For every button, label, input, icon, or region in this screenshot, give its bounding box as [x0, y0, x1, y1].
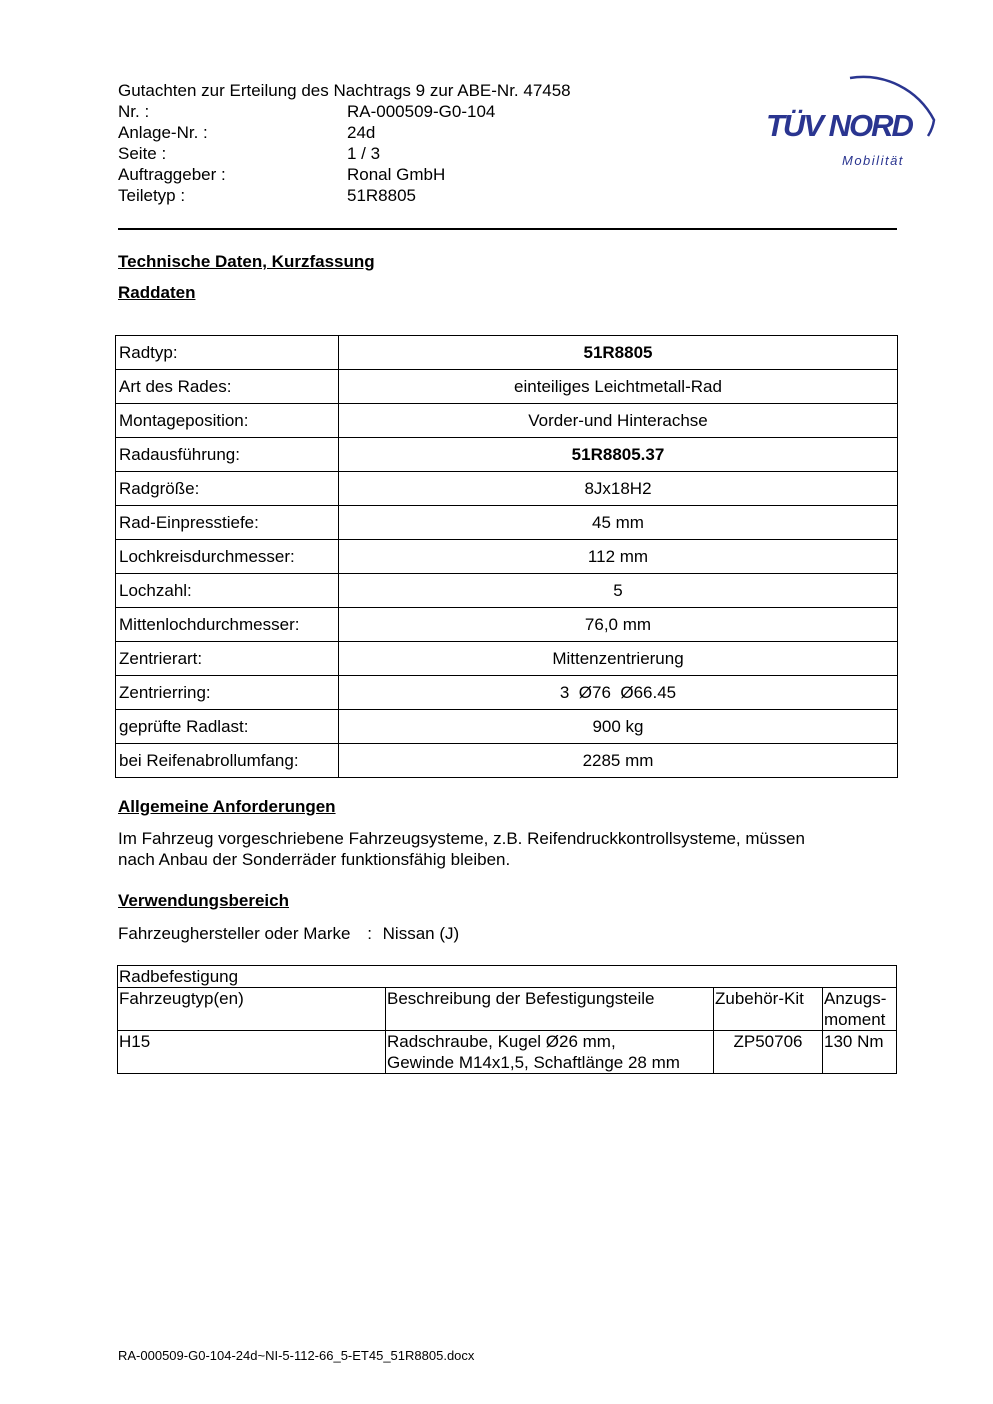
row-value: 45 mm — [339, 506, 898, 540]
table-row — [116, 676, 898, 710]
row-label: geprüfte Radlast: — [116, 710, 339, 744]
row-label: Lochzahl: — [116, 574, 339, 608]
row-value: 112 mm — [339, 540, 898, 574]
header-value: Ronal GmbH — [347, 165, 446, 184]
row-value: einteiliges Leichtmetall-Rad — [339, 370, 898, 404]
column-header-kit: Zubehör-Kit — [714, 988, 823, 1031]
row-label: Zentrierring: — [116, 676, 339, 710]
header-line: moment — [824, 1010, 886, 1029]
header-row-teiletyp — [118, 185, 678, 206]
table-row — [116, 438, 898, 472]
row-value: 3 Ø76 Ø66.45 — [339, 676, 898, 710]
cell-line: Gewinde M14x1,5, Schaftlänge 28 mm — [387, 1053, 680, 1072]
table-row — [116, 710, 898, 744]
table-row — [116, 404, 898, 438]
row-label: Radtyp: — [116, 336, 339, 370]
section-heading-technische: Technische Daten, Kurzfassung — [118, 252, 375, 271]
cell-beschreibung — [386, 1031, 714, 1074]
table-row — [118, 966, 897, 988]
tuv-nord-logo — [762, 58, 942, 173]
table-header-row — [118, 988, 897, 1031]
column-header-beschreibung: Beschreibung der Befestigungsteile — [386, 988, 714, 1031]
section-heading-raddaten: Raddaten — [118, 283, 196, 302]
row-label: Zentrierart: — [116, 642, 339, 676]
table-row — [116, 472, 898, 506]
header-divider — [118, 228, 897, 230]
header-row-auftraggeber — [118, 164, 678, 185]
document-title: Gutachten zur Erteilung des Nachtrags 9 zur ABE-Nr. 47458 — [118, 81, 571, 100]
row-value: 2285 mm — [339, 744, 898, 778]
header-value: RA-000509-G0-104 — [347, 102, 496, 121]
row-label: Montageposition: — [116, 404, 339, 438]
verwendung-label: Fahrzeughersteller oder Marke — [118, 924, 351, 943]
header-line: Anzugs- — [824, 989, 887, 1008]
row-value: 51R8805 — [339, 336, 898, 370]
footer-filename: RA-000509-G0-104-24d~NI-5-112-66_5-ET45_51R8805.docx — [118, 1348, 475, 1363]
table-row — [116, 370, 898, 404]
header-label: Anlage-Nr. : — [118, 123, 208, 142]
row-value: 8Jx18H2 — [339, 472, 898, 506]
verwendung-separator: : — [367, 924, 372, 943]
header-label: Seite : — [118, 144, 167, 163]
cell-typ: H15 — [118, 1031, 386, 1074]
row-value: 900 kg — [339, 710, 898, 744]
column-header-typ: Fahrzeugtyp(en) — [118, 988, 386, 1031]
row-value: 5 — [339, 574, 898, 608]
paragraph-line: Im Fahrzeug vorgeschriebene Fahrzeugsysteme, z.B. Reifendruckkontrollsysteme, müssen — [118, 829, 805, 848]
section-heading-verwendung: Verwendungsbereich — [118, 891, 289, 910]
cell-kit: ZP50706 — [714, 1031, 823, 1074]
document-header — [118, 80, 678, 206]
row-value: Mittenzentrierung — [339, 642, 898, 676]
row-label: Art des Rades: — [116, 370, 339, 404]
header-row-anlage — [118, 122, 678, 143]
raddaten-table — [115, 335, 898, 778]
table-row — [116, 744, 898, 778]
logo-brand: TÜV NORD — [766, 108, 912, 143]
verwendung-line — [118, 923, 878, 944]
header-label: Nr. : — [118, 102, 150, 121]
column-header-moment — [823, 988, 897, 1031]
row-label: Rad-Einpresstiefe: — [116, 506, 339, 540]
header-value: 51R8805 — [347, 186, 417, 205]
paragraph-line: nach Anbau der Sonderräder funktionsfähig bleiben. — [118, 850, 511, 869]
row-label: Lochkreisdurchmesser: — [116, 540, 339, 574]
row-label: Mittenlochdurchmesser: — [116, 608, 339, 642]
table-row — [116, 642, 898, 676]
row-value: 76,0 mm — [339, 608, 898, 642]
table-row — [116, 540, 898, 574]
row-label: Radgröße: — [116, 472, 339, 506]
verwendung-value: Nissan (J) — [382, 924, 460, 943]
header-value: 1 / 3 — [347, 144, 381, 163]
allgemein-paragraph — [118, 828, 878, 870]
table-row — [116, 574, 898, 608]
table-row — [116, 506, 898, 540]
row-label: Radausführung: — [116, 438, 339, 472]
row-value: 51R8805.37 — [339, 438, 898, 472]
cell-moment: 130 Nm — [823, 1031, 897, 1074]
row-value: Vorder-und Hinterachse — [339, 404, 898, 438]
header-value: 24d — [347, 123, 376, 142]
header-row-nr — [118, 101, 678, 122]
table-row — [116, 336, 898, 370]
befestigung-title: Radbefestigung — [118, 966, 897, 988]
header-label: Teiletyp : — [118, 186, 186, 205]
row-label: bei Reifenabrollumfang: — [116, 744, 339, 778]
table-row — [116, 608, 898, 642]
befestigung-table — [117, 965, 897, 1074]
table-row — [118, 1031, 897, 1074]
cell-line: Radschraube, Kugel Ø26 mm, — [387, 1032, 616, 1051]
header-label: Auftraggeber : — [118, 165, 226, 184]
header-row-seite — [118, 143, 678, 164]
section-heading-allgemein: Allgemeine Anforderungen — [118, 797, 336, 816]
logo-subtitle: Mobilität — [842, 153, 904, 168]
